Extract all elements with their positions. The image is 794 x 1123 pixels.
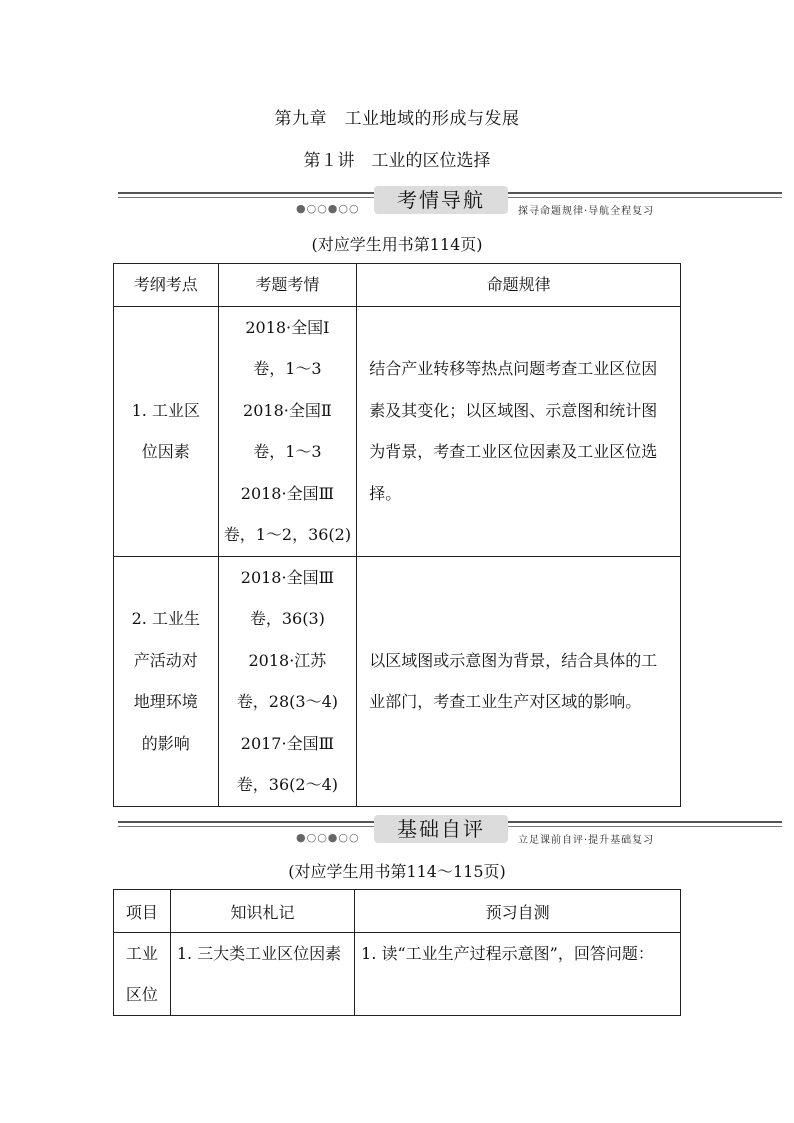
proposition-rule-cell: 以区域图或示意图为背景，结合具体的工业部门，考查工业生产对区域的影响。 [357,556,681,806]
banner-slogan: 立足课前自评·提升基础复习 [518,835,655,846]
table-header-row [114,264,681,307]
item-cell: 工业 区位 [114,933,171,1016]
banner-title: 考情导航 [374,186,508,214]
self-assessment-table [113,889,681,1016]
column-header: 项目 [114,890,171,933]
section-banner-basic-self-assessment [118,815,782,847]
decorative-dots-icon: ●○○●○○ [296,202,360,215]
exam-point-cell: 1. 工业区 位因素 [114,306,219,556]
chapter-title: 第九章 工业地域的形成与发展 [274,109,520,129]
exam-situation-cell: 2018·全国Ⅰ 卷，1～3 2018·全国Ⅱ 卷，1～3 2018·全国Ⅲ 卷，1～2，36(2) [218,306,357,556]
page-reference: (对应学生用书第114页) [311,235,483,254]
lecture-title: 第１讲 工业的区位选择 [303,151,491,171]
column-header: 知识札记 [170,890,354,933]
table-header-row [114,890,681,933]
column-header: 考题考情 [218,264,357,307]
knowledge-note-cell: 1. 三大类工业区位因素 [170,933,354,1016]
proposition-rule-cell: 结合产业转移等热点问题考查工业区位因素及其变化；以区域图、示意图和统计图为背景，考查工业区位因素及工业区位选择。 [357,306,681,556]
table-row [114,306,681,556]
column-header: 考纲考点 [114,264,219,307]
section-banner-exam-guide [118,186,782,218]
page-reference: (对应学生用书第114～115页) [288,862,506,881]
preview-test-cell: 1. 读“工业生产过程示意图”，回答问题： [355,933,681,1016]
column-header: 命题规律 [357,264,681,307]
exam-situation-cell: 2018·全国Ⅲ 卷，36(3) 2018·江苏 卷，28(3～4) 2017·全国Ⅲ 卷，36(2～4) [218,556,357,806]
decorative-dots-icon: ●○○●○○ [296,831,360,844]
exam-guide-table [113,263,681,807]
banner-slogan: 探寻命题规律·导航全程复习 [518,206,655,217]
column-header: 预习自测 [355,890,681,933]
exam-point-cell: 2. 工业生 产活动对 地理环境 的影响 [114,556,219,806]
table-row [114,933,681,1016]
banner-title: 基础自评 [374,815,508,843]
table-row [114,556,681,806]
